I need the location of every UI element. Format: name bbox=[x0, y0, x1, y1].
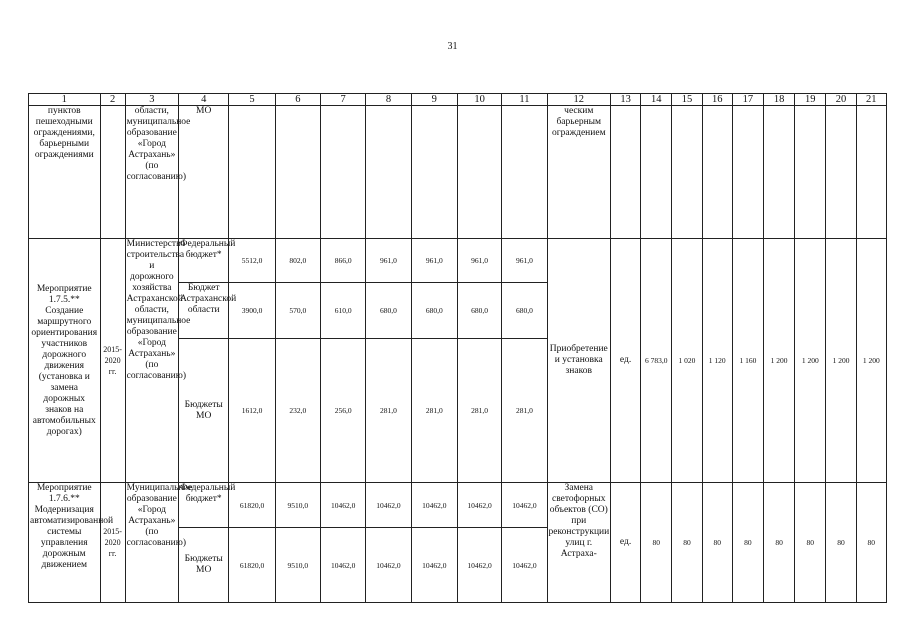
header-cell: 11 bbox=[502, 94, 547, 106]
value-cell: 281,0 bbox=[502, 339, 547, 483]
value-cell: 10462,0 bbox=[321, 483, 366, 528]
header-cell: 2 bbox=[100, 94, 125, 106]
activity-cell: Мероприятие 1.7.6.** Модернизация автоматизированной системы управления дорожным движением bbox=[29, 483, 101, 603]
unit-cell: ед. bbox=[610, 483, 640, 603]
activity-cell: Мероприятие 1.7.5.** Создание маршрутного ориентирования участников дорожного движения (установка и замена дорожных знаков на автомобильных дорогах) bbox=[29, 239, 101, 483]
value-cell: 680,0 bbox=[411, 283, 457, 339]
indicator-cell: Приобретение и установка знаков bbox=[547, 239, 610, 483]
activity-cell: пунктов пешеходными ограждениями, барьерными ограждениями bbox=[29, 106, 101, 239]
value-cell: 10462,0 bbox=[366, 528, 411, 603]
header-cell: 8 bbox=[366, 94, 411, 106]
header-cell: 1 bbox=[29, 94, 101, 106]
target-cell: 1 020 bbox=[672, 239, 702, 483]
value-cell: 680,0 bbox=[366, 283, 411, 339]
target-cell: 1 200 bbox=[764, 239, 795, 483]
value-cell: 10462,0 bbox=[411, 483, 457, 528]
header-cell: 5 bbox=[229, 94, 275, 106]
target-cell: 1 200 bbox=[795, 239, 826, 483]
page-number: 31 bbox=[447, 41, 458, 52]
value-cell: 256,0 bbox=[321, 339, 366, 483]
table-row bbox=[29, 483, 887, 528]
header-cell: 7 bbox=[321, 94, 366, 106]
header-cell: 10 bbox=[457, 94, 501, 106]
target-cell: 80 bbox=[732, 483, 763, 603]
target-cell: 80 bbox=[641, 483, 672, 603]
target-cell: 80 bbox=[702, 483, 732, 603]
target-cell: 1 200 bbox=[826, 239, 856, 483]
target-cell: 6 783,0 bbox=[641, 239, 672, 483]
executor-cell: Министерство строительства и дорожного хозяйства Астраханской области, муниципальное образование «Город Астрахань» (по согласованию) bbox=[125, 239, 178, 483]
value-cell: 1612,0 bbox=[229, 339, 275, 483]
value-cell: 281,0 bbox=[457, 339, 501, 483]
header-cell: 12 bbox=[547, 94, 610, 106]
unit-cell: ед. bbox=[610, 239, 640, 483]
target-cell: 80 bbox=[826, 483, 856, 603]
value-cell: 3900,0 bbox=[229, 283, 275, 339]
value-cell: 10462,0 bbox=[502, 483, 547, 528]
header-cell: 17 bbox=[732, 94, 763, 106]
value-cell: 570,0 bbox=[275, 283, 320, 339]
value-cell: 9510,0 bbox=[275, 483, 320, 528]
source-cell: Бюджеты МО bbox=[179, 528, 229, 603]
value-cell: 61820,0 bbox=[229, 528, 275, 603]
empty-cell bbox=[100, 106, 125, 239]
value-cell: 680,0 bbox=[502, 283, 547, 339]
value-cell: 10462,0 bbox=[502, 528, 547, 603]
value-cell: 610,0 bbox=[321, 283, 366, 339]
header-cell: 20 bbox=[826, 94, 856, 106]
header-cell: 3 bbox=[125, 94, 178, 106]
executor-cell: области, муниципальное образование «Город Астрахань» (по согласованию) bbox=[125, 106, 178, 239]
target-cell: 1 160 bbox=[732, 239, 763, 483]
target-cell: 1 120 bbox=[702, 239, 732, 483]
value-cell: 10462,0 bbox=[321, 528, 366, 603]
value-cell: 961,0 bbox=[366, 239, 411, 283]
value-cell: 281,0 bbox=[411, 339, 457, 483]
source-cell: МО bbox=[179, 106, 229, 239]
target-cell: 80 bbox=[795, 483, 826, 603]
header-cell: 9 bbox=[411, 94, 457, 106]
value-cell: 10462,0 bbox=[366, 483, 411, 528]
program-table bbox=[28, 93, 887, 603]
value-cell: 61820,0 bbox=[229, 483, 275, 528]
value-cell: 10462,0 bbox=[457, 528, 501, 603]
header-cell: 4 bbox=[179, 94, 229, 106]
value-cell: 961,0 bbox=[411, 239, 457, 283]
value-cell: 680,0 bbox=[457, 283, 501, 339]
value-cell: 232,0 bbox=[275, 339, 320, 483]
source-cell: Федеральный бюджет* bbox=[179, 239, 229, 283]
value-cell: 9510,0 bbox=[275, 528, 320, 603]
header-cell: 16 bbox=[702, 94, 732, 106]
target-cell: 80 bbox=[764, 483, 795, 603]
header-cell: 21 bbox=[856, 94, 886, 106]
target-cell: 80 bbox=[672, 483, 702, 603]
source-cell: Бюджет Астраханской области bbox=[179, 283, 229, 339]
indicator-cell: ческим барьерным ограждением bbox=[547, 106, 610, 239]
value-cell: 5512,0 bbox=[229, 239, 275, 283]
source-cell: Бюджеты МО bbox=[179, 339, 229, 483]
indicator-cell: Замена светофорных объектов (СО) при реконструкции улиц г. Астраха- bbox=[547, 483, 610, 603]
value-cell: 866,0 bbox=[321, 239, 366, 283]
value-cell: 10462,0 bbox=[411, 528, 457, 603]
source-cell: Федеральный бюджет* bbox=[179, 483, 229, 528]
header-cell: 6 bbox=[275, 94, 320, 106]
table-row bbox=[29, 239, 887, 283]
period-cell: 2015-2020 гг. bbox=[100, 483, 125, 603]
header-row bbox=[29, 94, 887, 106]
executor-cell: Муниципальное образование «Город Астрахань» (по согласованию) bbox=[125, 483, 178, 603]
header-cell: 14 bbox=[641, 94, 672, 106]
target-cell: 80 bbox=[856, 483, 886, 603]
header-cell: 13 bbox=[610, 94, 640, 106]
value-cell: 961,0 bbox=[502, 239, 547, 283]
header-cell: 15 bbox=[672, 94, 702, 106]
value-cell: 961,0 bbox=[457, 239, 501, 283]
period-cell: 2015-2020 гг. bbox=[100, 239, 125, 483]
value-cell: 802,0 bbox=[275, 239, 320, 283]
header-cell: 19 bbox=[795, 94, 826, 106]
header-cell: 18 bbox=[764, 94, 795, 106]
value-cell: 281,0 bbox=[366, 339, 411, 483]
target-cell: 1 200 bbox=[856, 239, 886, 483]
value-cell: 10462,0 bbox=[457, 483, 501, 528]
table-row bbox=[29, 106, 887, 239]
